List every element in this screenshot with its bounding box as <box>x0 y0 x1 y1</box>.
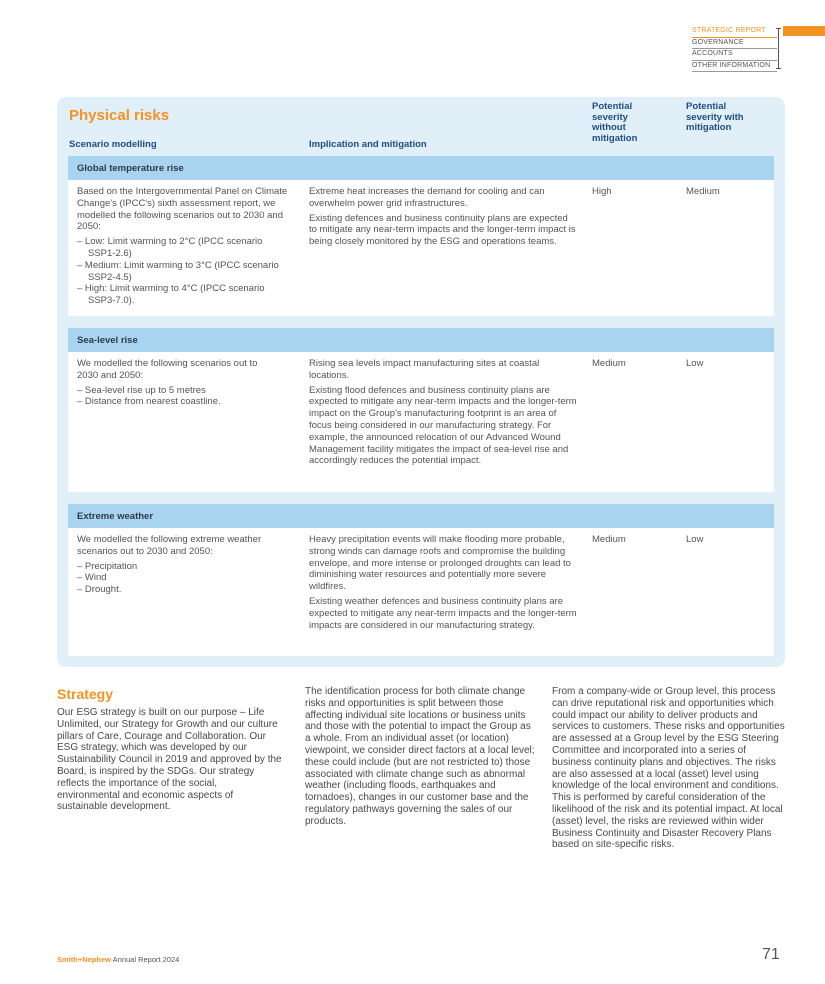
scenario-list <box>77 236 289 307</box>
nav-item-accounts[interactable]: ACCOUNTS <box>692 49 777 61</box>
scenario-intro: Based on the Intergovernmental Panel on Climate Change's (IPCC's) sixth assessment report, we modelled the following scenarios out to 2030 and 2050: <box>77 186 288 233</box>
footer-report-title <box>57 955 179 964</box>
scenario-cell <box>77 358 277 408</box>
list-item: – High: Limit warming to 4°C (IPCC scenario SSP3-7.0). <box>77 283 265 307</box>
page-number: 71 <box>762 946 780 963</box>
report-name: Annual Report 2024 <box>112 955 180 964</box>
nav-active-tab <box>783 26 825 36</box>
section-nav <box>692 26 825 72</box>
severity-with: Low <box>686 358 704 369</box>
header-implication: Implication and mitigation <box>309 139 427 150</box>
scenario-intro: We modelled the following scenarios out to 2030 and 2050: <box>77 358 258 381</box>
row-title-global-temperature: Global temperature rise <box>68 156 774 180</box>
strategy-title: Strategy <box>57 686 114 702</box>
strategy-column-3: From a company-wide or Group level, this process can drive reputational risk and opportunities which could impact our ability to deliver products and services to customers. These risks and opportunities are assessed at a Group level by the ESG Steering Committee and incorporated into a series of business continuity plans and objectives. The risks are also assessed at a local (asset) level using knowledge of the local environment and conditions. This is performed by careful consideration of the likelihood of the risk and its potential impact. At local (asset) level, the risks are reviewed within wider Business Continuity and Disaster Recovery Plans based on site-specific risks. <box>552 686 785 851</box>
list-item: – Drought. <box>77 584 122 596</box>
severity-without: Medium <box>592 358 626 369</box>
list-item: – Low: Limit warming to 2°C (IPCC scenario SSP1-2.6) <box>77 236 263 259</box>
implication-text: Existing defences and business continuity plans are expected to mitigate any near-term impacts and the longer-term impact is being closely monitored by the ESG and operations teams. <box>309 212 576 248</box>
nav-rail <box>778 28 779 68</box>
header-severity-without: Potential severity without mitigation <box>592 101 638 144</box>
nav-tick <box>776 68 781 69</box>
row-title-sea-level-rise: Sea-level rise <box>68 328 774 352</box>
severity-without: High <box>592 186 612 197</box>
scenario-cell <box>77 534 292 596</box>
strategy-column-2: The identification process for both climate change risks and opportunities is split between those affecting individual site locations or business units and those with the potential to impact the Group as a whole. From an individual asset (or location) viewpoint, we consider direct factors at a local level; these could include (but are not restricted to) those associated with climate change such as abnormal weather (including floods, earthquakes and tornadoes), changes in our customer base and the regulatory pathways governing the sales of our products. <box>305 686 535 827</box>
row-title-extreme-weather: Extreme weather <box>68 504 774 528</box>
list-item: – Medium: Limit warming to 3°C (IPCC scenario SSP2-4.5) <box>77 259 279 283</box>
nav-item-other-information[interactable]: OTHER INFORMATION <box>692 61 777 73</box>
list-item: – Distance from nearest coastline. <box>77 396 221 408</box>
list-item: – Sea-level rise up to 5 metres <box>77 384 206 396</box>
implication-cell <box>309 186 577 251</box>
implication-text: Existing weather defences and business continuity plans are expected to mitigate any near-term impacts and the longer-term impacts are considered in our manufacturing strategy. <box>309 595 577 631</box>
implication-text: Rising sea levels impact manufacturing sites at coastal locations. <box>309 358 540 381</box>
header-scenario: Scenario modelling <box>69 139 157 150</box>
scenario-list <box>77 385 277 409</box>
implication-cell <box>309 534 579 634</box>
implication-text: Extreme heat increases the demand for cooling and can overwhelm power grid infrastructures. <box>309 186 545 209</box>
panel-title: Physical risks <box>69 107 170 124</box>
physical-risks-panel <box>57 97 785 667</box>
strategy-column-1: Our ESG strategy is built on our purpose – Life Unlimited, our Strategy for Growth and our culture pillars of Care, Courage and Collaboration. Our ESG strategy, which was developed by our Sustainability Council in 2019 and approved by the Board, is inspired by the SDGs. Our strategy reflects the importance of the social, environmental and economic aspects of sustainable development. <box>57 707 282 813</box>
header-severity-with: Potential severity with mitigation <box>686 101 744 133</box>
severity-without: Medium <box>592 534 626 545</box>
list-item: – Wind <box>77 572 107 584</box>
nav-item-governance[interactable]: GOVERNANCE <box>692 38 777 50</box>
implication-text: Existing flood defences and business continuity plans are expected to mitigate any near-term impacts and the longer-term impact on the Group's manufacturing footprint is an area of focus being considered in our manufacturing strategy. For example, the announced relocation of our Advanced Wound Management facility mitigates the impact of sea-level rise and accordingly reduces the potential impact. <box>309 384 577 467</box>
brand-name: Smith+Nephew <box>57 955 111 964</box>
scenario-list <box>77 561 292 596</box>
scenario-intro: We modelled the following extreme weather scenarios out to 2030 and 2050: <box>77 534 262 557</box>
implication-text: Heavy precipitation events will make flooding more probable, strong winds can damage roofs and compromise the building envelope, and more intense or prolonged droughts can lead to diminishing water resources and potentially more severe wildfires. <box>309 534 571 593</box>
severity-with: Low <box>686 534 704 545</box>
nav-tick <box>776 28 781 29</box>
implication-cell <box>309 358 577 470</box>
nav-item-strategic-report[interactable]: STRATEGIC REPORT <box>692 26 777 38</box>
scenario-cell <box>77 186 289 307</box>
severity-with: Medium <box>686 186 720 197</box>
list-item: – Precipitation <box>77 560 138 572</box>
